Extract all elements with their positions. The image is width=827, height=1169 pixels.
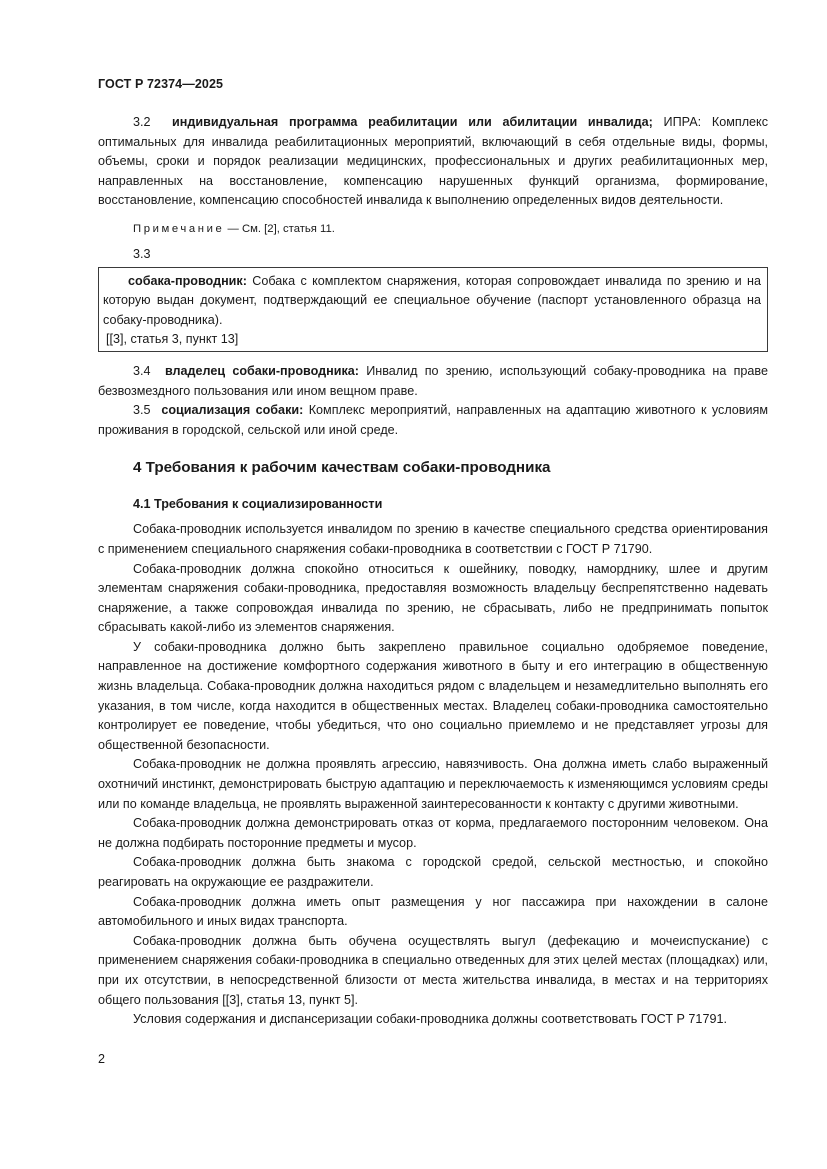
note (98, 221, 768, 238)
term-title: владелец собаки-проводника: (164, 363, 359, 378)
paragraph: У собаки-проводника должно быть закреплено правильное социально одобряемое поведение, направленное на достижение комфортного содержания животного в быту и его интеграцию в общественную жизнь владельца. Собака-проводник должна находиться рядом с владельцем и незамедлительно выполнять его указания, в том числе, когда находится в общественных местах. Владелец собаки-проводника самостоятельно контролирует ее поведение, чтобы убедиться, что оно социально приемлемо и не представляет угрозы для общественной безопасности. (98, 639, 768, 752)
note-label: Примечание (133, 222, 225, 235)
page-number: 2 (98, 1052, 106, 1066)
paragraph: Собака-проводник не должна проявлять агрессию, навязчивость. Она должна иметь слабо выраженный охотничий инстинкт, демонстрировать быструю адаптацию и переключаемость к изменяющимся условиям среды или по команде владельца, не проявлять выраженной заинтересованности к контакту с другими животными. (98, 757, 768, 811)
term-number: 3.2 (133, 115, 151, 129)
paragraph: Собака-проводник используется инвалидом по зрению в качестве специального средства ориентирования с применением специального снаряжения собаки-проводника в соответствии с ГОСТ Р 71790. (98, 522, 768, 556)
term-3-3-box (98, 267, 768, 352)
paragraph: Собака-проводник должна иметь опыт размещения у ног пассажира при нахождении в салоне автомобильного и иных видах транспорта. (98, 894, 768, 929)
paragraph: Собака-проводник должна быть обучена осуществлять выгул (дефекацию и мочеиспускание) с применением снаряжения собаки-проводника в специально отведенных для этих целей местах (площадках) или, при их отсутствии, в непосредственной близости от места жительства инвалида, в местах и на территориях общего пользования [[3], статья 13, пункт 5]. (98, 933, 768, 1007)
term-definition: Комплекс мероприятий, направленных на адаптацию животного к условиям проживания в городской, сельской или иной среде. (98, 403, 769, 437)
term-title: индивидуальная программа реабилитации или абилитации инвалида; (172, 115, 653, 129)
term-3-2 (98, 113, 768, 211)
term-number: 3.5 (133, 403, 151, 418)
paragraph: Собака-проводник должна демонстрировать отказ от корма, предлагаемого посторонним человеком. Она не должна подбирать посторонние предметы и мусор. (98, 816, 768, 850)
term-reference: [[3], статья 3, пункт 13] (106, 332, 239, 347)
term-number: 3.4 (133, 363, 151, 378)
section-4-title: 4 Требования к рабочим качествам собаки-проводника (133, 459, 551, 477)
paragraph: Условия содержания и диспансеризации собаки-проводника должны соответствовать ГОСТ Р 71791. (133, 1012, 727, 1027)
term-definition: Собака с комплектом снаряжения, которая сопровождает инвалида по зрению и на которую выдан документ, подтверждающий ее специальное обучение (паспорт установленного образца на собаку-проводника). (103, 273, 761, 327)
page-content (98, 113, 768, 1030)
term-3-4 (98, 362, 768, 401)
paragraph: Собака-проводник должна быть знакома с городской средой, сельской местностью, и спокойно реагировать на окружающие ее раздражители. (98, 855, 768, 889)
paragraph: Собака-проводник должна спокойно относиться к ошейнику, поводку, наморднику, шлее и другим элементам снаряжения собаки-проводника, предоставляя возможность владельцу беспрепятственно надевать снаряжение, а также сопровождая инвалида по зрению, не сбрасывать, либо не предпринимать попыток сбрасывать какой-либо из элементов снаряжения. (98, 561, 768, 635)
note-text: — См. [2], статья 11. (224, 222, 335, 235)
term-title: собака-проводник: (128, 273, 247, 288)
term-title: социализация собаки: (161, 403, 304, 418)
term-definition: Инвалид по зрению, использующий собаку-проводника на праве безвозмездного пользования или ином вещном праве. (98, 363, 768, 398)
document-header: ГОСТ Р 72374—2025 (98, 77, 224, 91)
term-3-5 (98, 401, 768, 440)
subsection-4-1-title: 4.1 Требования к социализированности (133, 497, 383, 512)
term-number: 3.3 (133, 246, 151, 261)
term-3-3 (103, 272, 761, 331)
term-definition: ИПРА: Комплекс оптимальных для инвалида реабилитационных мероприятий, включающий в себя отдельные виды, формы, объемы, сроки и порядок реализации медицинских, профессиональных и других реабилитационных мер, направленных на восстановление, компенсацию нарушенных функций организма, формирование, восстановление, компенсацию способностей инвалида к выполнению определенных видов деятельности. (98, 115, 768, 208)
